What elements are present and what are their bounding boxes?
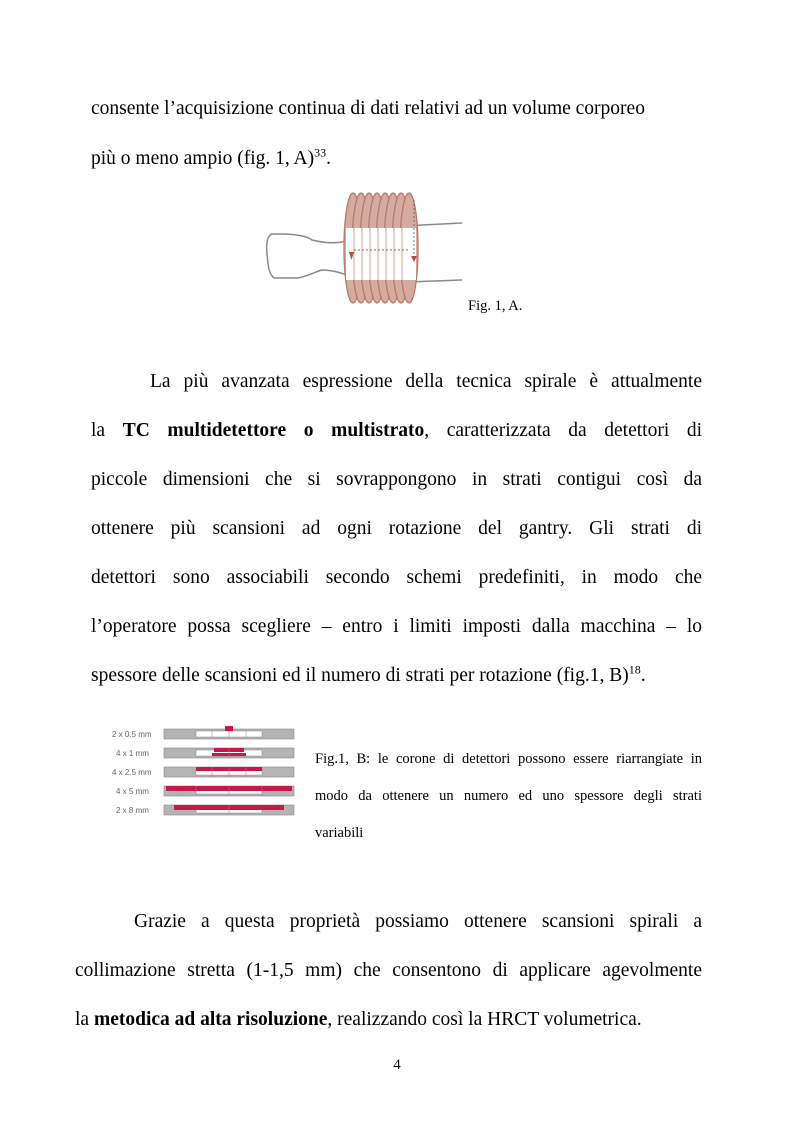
figure-1b-detector-rows	[108, 722, 300, 822]
para3-line3-pre: la	[75, 1009, 90, 1030]
page-number: 4	[393, 1057, 401, 1073]
para3-line1: Grazie a questa proprietà possiamo ottenere scansioni spirali a	[134, 911, 702, 932]
term-metodica-alta-risoluzione: metodica ad alta risoluzione	[93, 1009, 328, 1030]
para2-line3: piccole dimensioni che si sovrappongono in strati contigui così da	[91, 469, 702, 490]
detector-row-2	[164, 748, 294, 758]
para3-line3-post: , realizzando così la HRCT volumetrica.	[327, 1009, 642, 1030]
detector-row-5	[164, 805, 294, 815]
figure-1b-caption-line2: modo da ottenere un numero ed uno spessore degli strati	[315, 788, 702, 804]
citation-33: 33	[314, 145, 327, 160]
row-label-3: 4 x 2.5 mm	[112, 768, 152, 777]
row-label-2: 4 x 1 mm	[116, 749, 149, 758]
para1-line2-text: più o meno ampio (fig. 1, A)	[91, 148, 315, 169]
figure-1b-caption-line3: variabili	[315, 825, 364, 841]
para2-line6: l’operatore possa scegliere – entro i limiti imposti dalla macchina – lo	[91, 616, 702, 637]
para2-line7-text: spessore delle scansioni ed il numero di strati per rotazione (fig.1, B)	[91, 665, 629, 686]
para3-line2: collimazione stretta (1-1,5 mm) che consentono di applicare agevolmente	[75, 960, 702, 981]
para3-line3	[75, 1008, 642, 1032]
para2-line5: detettori sono associabili secondo schemi predefiniti, in modo che	[91, 567, 702, 588]
citation-18: 18	[628, 662, 641, 677]
row-label-4: 4 x 5 mm	[116, 787, 149, 796]
para1-line2-end: .	[326, 148, 332, 169]
detector-row-4	[164, 786, 294, 796]
figure-1a-spiral-scan	[262, 190, 467, 312]
para2-line1: La più avanzata espressione della tecnica spirale è attualmente	[150, 371, 702, 392]
figure-1b-caption-line1: Fig.1, B: le corone di detettori possono essere riarrangiate in	[315, 751, 702, 767]
para2-line2-post: , caratterizzata da detettori di	[424, 420, 703, 441]
para1-line2	[91, 147, 331, 171]
para2-line2	[91, 419, 702, 443]
detector-row-1	[164, 726, 294, 739]
detector-row-3	[164, 767, 294, 777]
para2-line7	[91, 664, 646, 688]
figure-1a-caption: Fig. 1, A.	[468, 298, 523, 314]
para2-line2-pre: la	[91, 420, 106, 441]
para2-line4: ottenere più scansioni ad ogni rotazione del gantry. Gli strati di	[91, 518, 702, 539]
term-tc-multidetettore: TC multidetettore o multistrato	[122, 420, 425, 441]
para2-line7-end: .	[640, 665, 646, 686]
para1-line1: consente l’acquisizione continua di dati relativi ad un volume corporeo	[91, 98, 645, 119]
row-label-1: 2 x 0.5 mm	[112, 730, 152, 739]
row-label-5: 2 x 8 mm	[116, 806, 149, 815]
